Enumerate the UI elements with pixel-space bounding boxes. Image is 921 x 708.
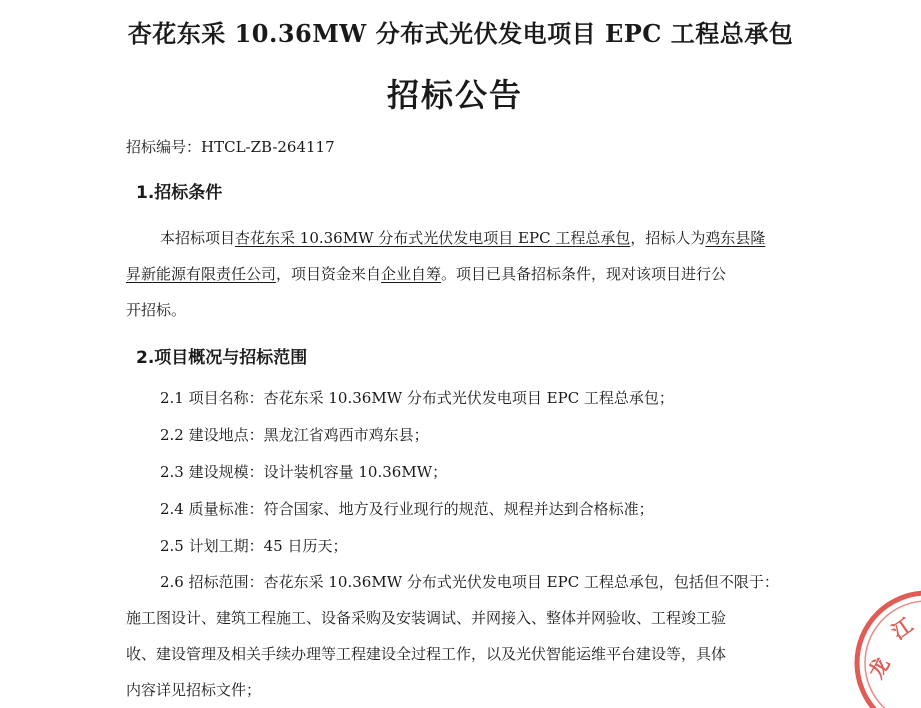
stamp-text: 江 (887, 612, 918, 645)
text-run: ，招标人为 (630, 229, 706, 247)
section-1-paragraph-line-3: 开招标。 (126, 301, 187, 319)
announcement-title: 招标公告 (386, 76, 523, 114)
text-run: 本招标项目 (160, 229, 236, 247)
item-location: 2.2 建设地点：黑龙江省鸡西市鸡东县； (160, 426, 429, 444)
scope-continuation-line-2: 收、建设管理及相关手续办理等工程建设全过程工作，以及光伏智能运维平台建设等，具体 (126, 645, 727, 663)
section-2-heading: 2.项目概况与招标范围 (136, 348, 308, 368)
text-run: 。项目已具备招标条件，现对该项目进行公 (441, 265, 727, 283)
section-1-heading: 1.招标条件 (136, 183, 223, 203)
item-scale: 2.3 建设规模：设计装机容量 10.36MW； (160, 463, 448, 481)
tenderer-name-underlined: 鸡东县隆 (705, 229, 766, 247)
item-project-name: 2.1 项目名称：杏花东采 10.36MW 分布式光伏发电项目 EPC 工程总承包； (160, 389, 674, 407)
section-1-paragraph-line-2 (126, 263, 726, 284)
bid-number: 招标编号：HTCL-ZB-264117 (126, 138, 335, 156)
project-name-underlined: 杏花东采 10.36MW 分布式光伏发电项目 EPC 工程总承包 (235, 229, 631, 247)
item-quality: 2.4 质量标准：符合国家、地方及行业现行的规范、规程并达到合格标准； (160, 500, 654, 518)
text-run: ，项目资金来自 (276, 265, 382, 283)
project-title: 杏花东采 10.36MW 分布式光伏发电项目 EPC 工程总承包 (127, 19, 794, 48)
item-schedule: 2.5 计划工期：45 日历天； (160, 537, 348, 555)
section-1-paragraph-line-1 (160, 227, 765, 248)
red-seal-stamp (852, 588, 921, 708)
tenderer-name-underlined: 昇新能源有限责任公司 (126, 265, 277, 283)
item-scope: 2.6 招标范围：杏花东采 10.36MW 分布式光伏发电项目 EPC 工程总承包，包括但不限于： (160, 573, 779, 591)
scope-continuation-line-3: 内容详见招标文件； (126, 681, 262, 699)
fund-source-underlined: 企业自筹 (381, 265, 442, 283)
stamp-text: 龙 (863, 653, 895, 683)
scope-continuation-line-1: 施工图设计、建筑工程施工、设备采购及安装调试、并网接入、整体并网验收、工程竣工验 (126, 609, 727, 627)
